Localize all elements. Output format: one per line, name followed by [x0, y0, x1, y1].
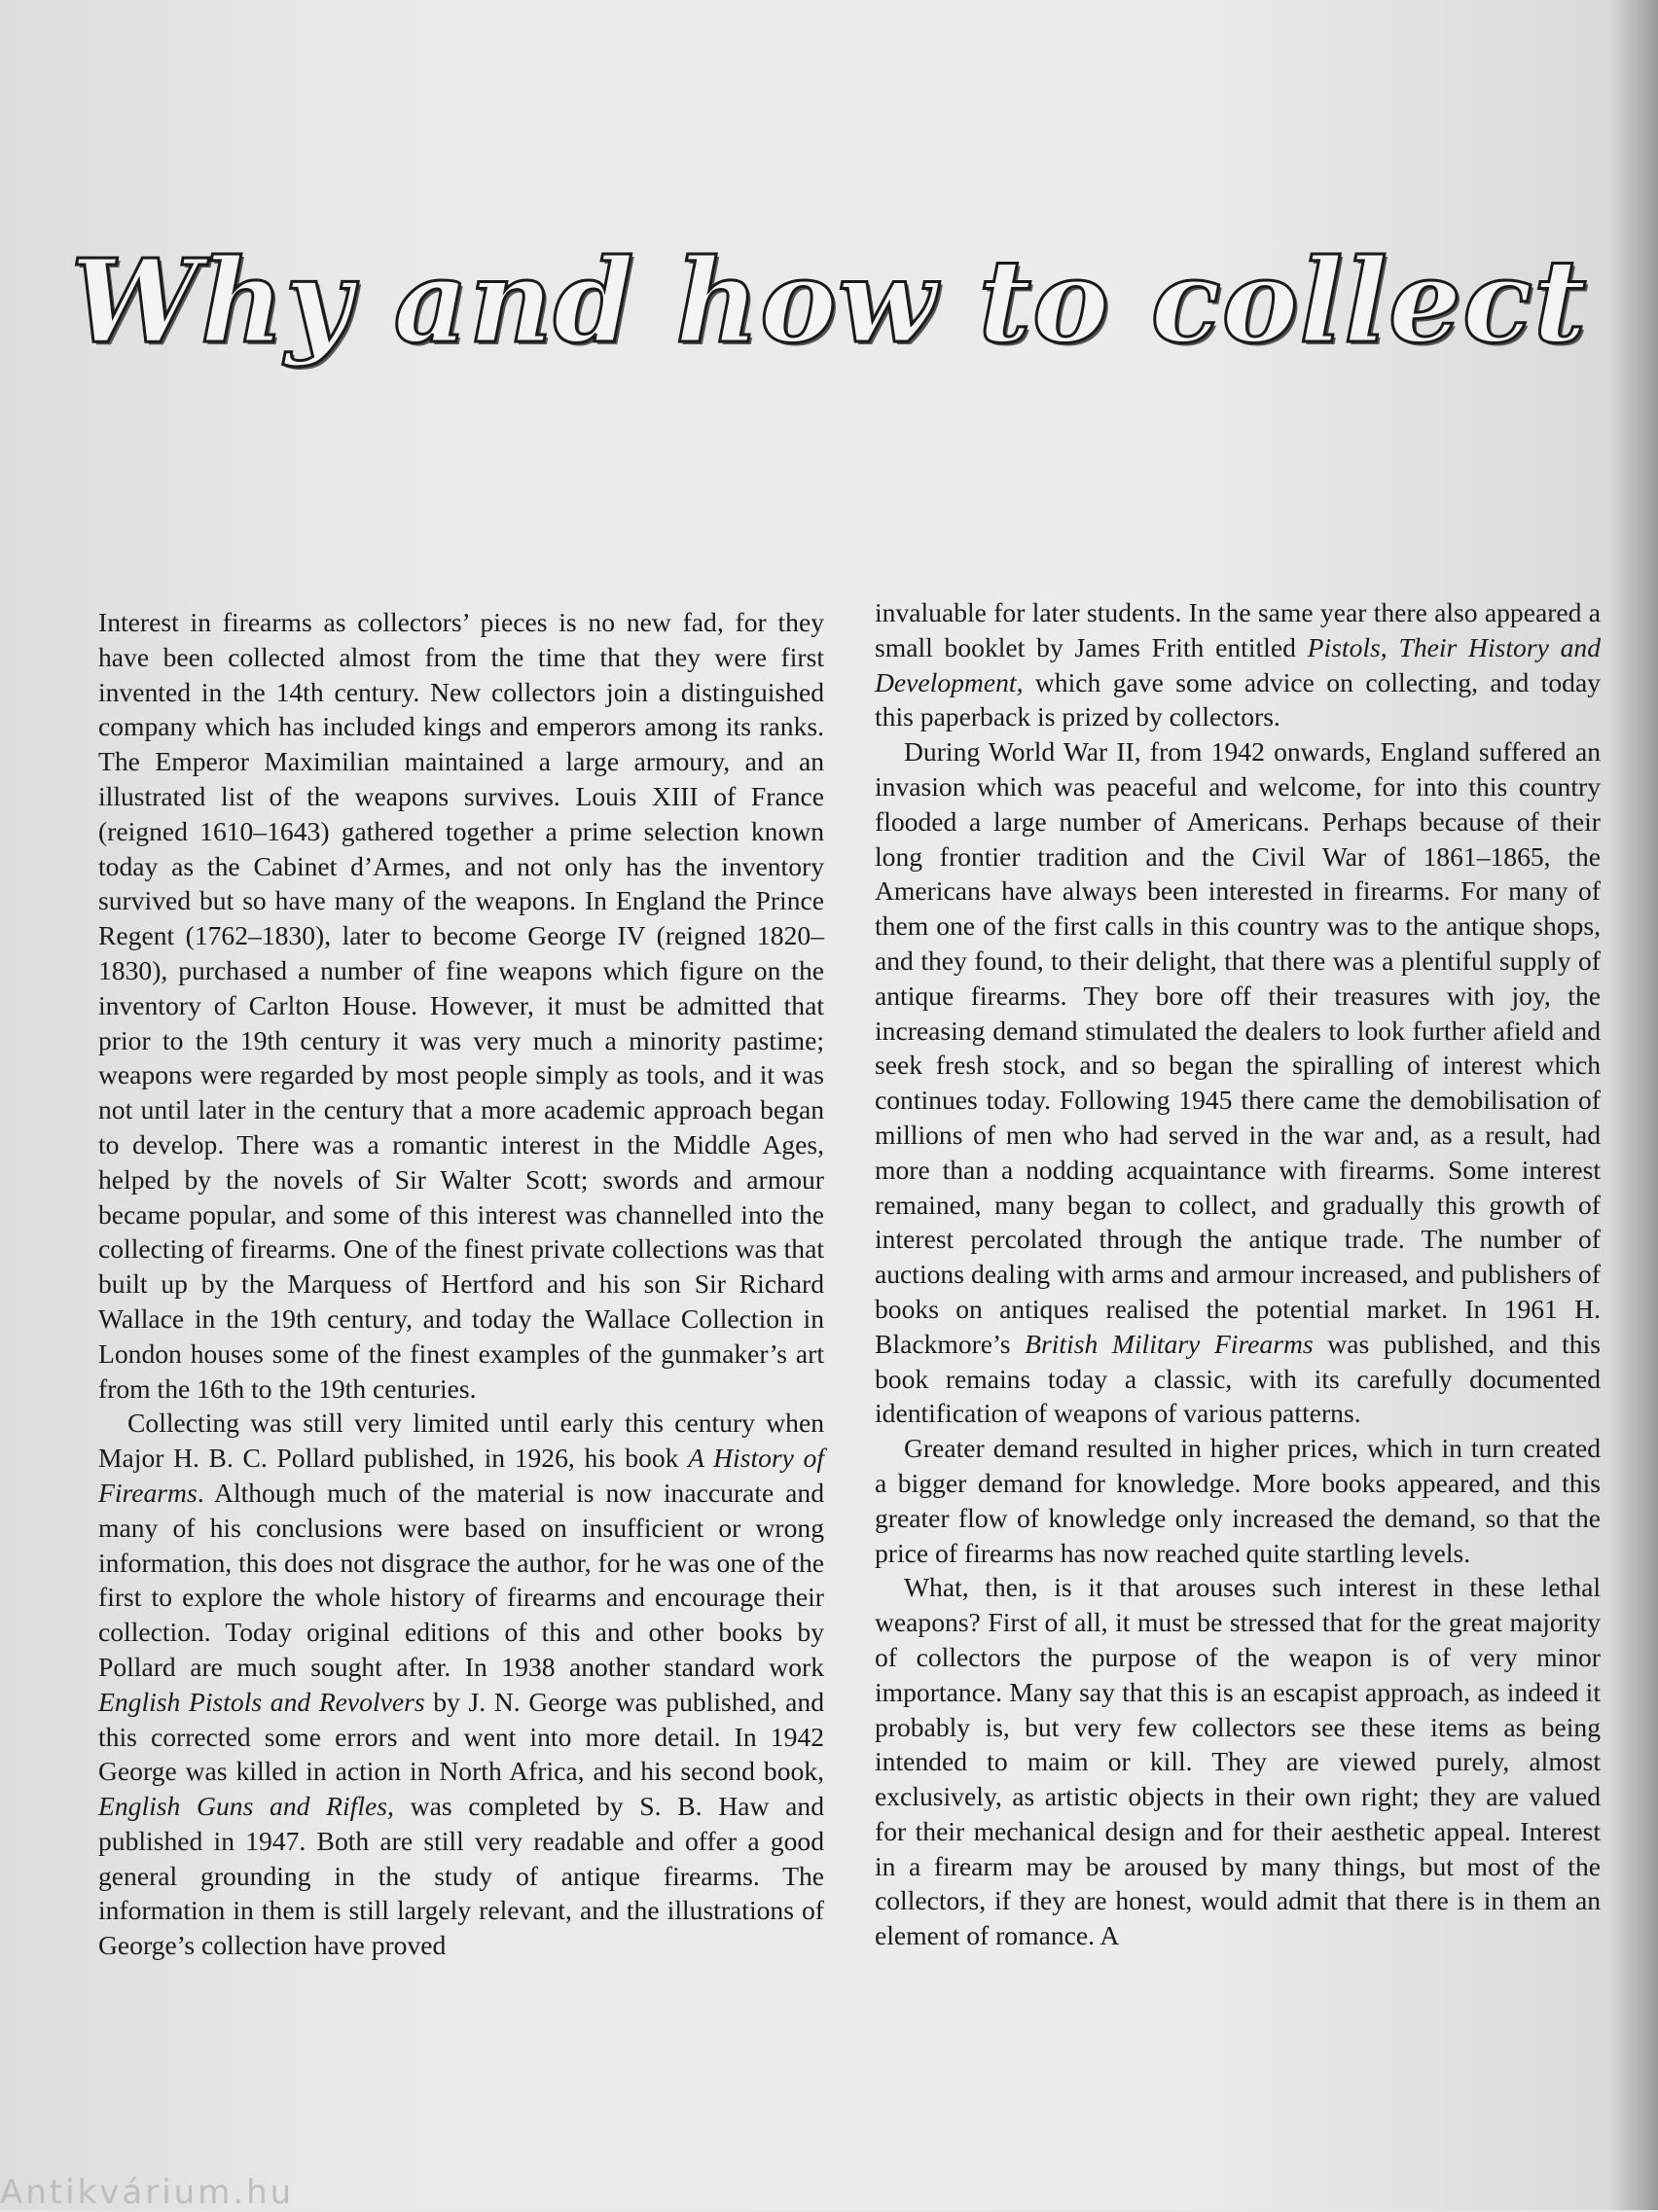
left-column [98, 605, 824, 1963]
book-title: British Military Firearms [1025, 1328, 1314, 1359]
paragraph: During World War II, from 1942 onwards, England suffered an invasion which was peaceful and welcome, for into this country flooded a large number of Americans. Perhaps because of their long frontier tradition and the Civil War of 1861–1865, the Americans have always been interested in firearms. For many of them one of the first calls in this country was to the antique shops, and they found, to their delight, that there was a plentiful supply of antique firearms. They bore off their treasures with joy, the increasing demand stimulated the dealers to look further afield and seek fresh stock, and so began the spiralling of interest which continues today. Following 1945 there came the demobilisation of millions of men who had served in the war and, as a result, had more than a nodding acquaintance with firearms. Some interest remained, many began to collect, and gradually this growth of interest percolated through the antique trade. The number of auctions dealing with arms and armour increased, and publishers of books on antiques realised the potential market. In 1961 H. Blackmore’s British Military Firearms was published, and this book remains today a classic, with its carefully documented identification of weapons of various patterns. [875, 736, 1602, 1429]
paragraph: Greater demand resulted in higher prices, which in turn created a bigger demand for knowledge. More books appeared, and this greater flow of knowledge only increased the demand, so that the price of firearms has now reached quite startling levels. [875, 1433, 1601, 1568]
book-title: English Pistols and Revolvers [98, 1686, 425, 1717]
book-title: A History of Firearms [98, 1443, 825, 1508]
page-title: Why and how to collect [70, 233, 1588, 369]
right-column [875, 595, 1601, 1953]
paragraph: What, then, is it that arouses such interest in these lethal weapons? First of all, it must be stressed that for the great majority of collectors the purpose of the weapon is of very minor importance. Many say that this is an escapist approach, as indeed it probably is, but very few collectors see these items as being intended to maim or kill. They are viewed purely, almost exclusively, as artistic objects in their own right; they are valued for their mechanical design and for their aesthetic appeal. Interest in a firearm may be aroused by many things, but most of the collectors, if they are honest, would admit that there is in them an element of romance. A [875, 1572, 1601, 1951]
watermark: Antikvárium.hu [0, 2173, 295, 2212]
book-title: English Guns and Rifles, [98, 1791, 394, 1822]
paragraph: Collecting was still very limited until early this century when Major H. B. C. Pollard published, in 1926, his book A History of Firearms. Although much of the material is now inaccurate and many of his conclusions were based on insufficient or wrong information, this does not disgrace the author, for he was one of the first to explore the whole history of firearms and encourage their collection. Today original editions of this and other books by Pollard are much sought after. In 1938 another standard work English Pistols and Revolvers by J. N. George was published, and this corrected some errors and went into more detail. In 1942 George was killed in action in North Africa, and his second book, English Guns and Rifles, was completed by S. B. Haw and published in 1947. Both are still very readable and offer a good general grounding in the study of antique firearms. The information in them is still largely relevant, and the illustrations of George’s collection have proved [98, 1408, 825, 1961]
paragraph: invaluable for later students. In the same year there also appeared a small booklet by James Frith entitled Pistols, Their History and Development, which gave some advice on collecting, and today this paperback is prized by collectors. [875, 597, 1601, 732]
book-title: Pistols, Their History and Development, [875, 631, 1601, 697]
paragraph: Interest in firearms as collectors’ pieces is no new fad, for they have been collected almost from the time that they were first invented in the 14th century. New collectors join a distinguished company which has included kings and emperors among its ranks. The Emperor Maximilian maintained a large armoury, and an illustrated list of the weapons survives. Louis XIII of France (reigned 1610–1643) gathered together a prime selection known today as the Cabinet d’Armes, and not only has the inventory survived but so have many of the weapons. In England the Prince Regent (1762–1830), later to become George IV (reigned 1820–1830), purchased a number of fine weapons which figure on the inventory of Carlton House. However, it must be admitted that prior to the 19th century it was very much a minority pastime; weapons were regarded by most people simply as tools, and it was not until later in the century that a more academic approach began to develop. There was a romantic interest in the Middle Ages, helped by the novels of Sir Walter Scott; swords and armour became popular, and some of this interest was channelled into the collecting of firearms. One of the finest private collections was that built up by the Marquess of Hertford and his son Sir Richard Wallace in the 19th century, and today the Wallace Collection in London houses some of the finest examples of the gunmaker’s art from the 16th to the 19th centuries. [98, 607, 824, 1404]
